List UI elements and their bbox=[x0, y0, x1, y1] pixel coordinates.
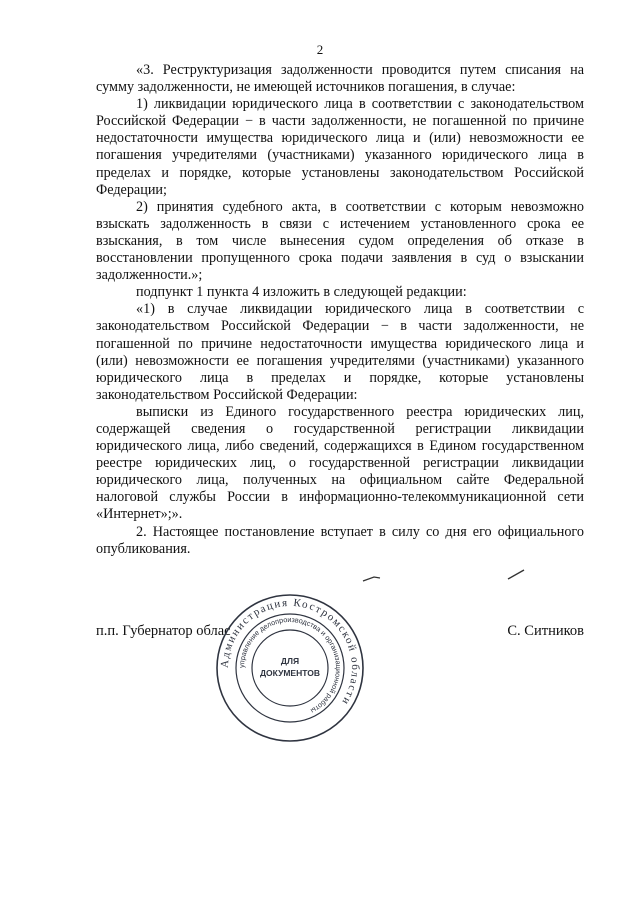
official-stamp bbox=[214, 592, 366, 744]
paragraph-court-act: 2) принятия судебного акта, в соответствии с которым невозможно взыскать задолженность в связи с истечением установленного срока ее взыскания, в том числе вынесения судом определения об отказе в восстановлении пропущенного срока подачи заявления в суд о взыскании задолженности.»; bbox=[96, 198, 584, 284]
pen-mark bbox=[504, 566, 530, 582]
paragraph-register-extract: выписки из Единого государственного реестра юридических лиц, содержащей сведения о государственной регистрации ликвидации юридического лица, либо сведений, содержащихся в Едином государственном реестре юридических лиц, о государственной регистрации ликвидации юридического лица, полученных на официальном сайте Федеральной налоговой службы России в информационно-телекоммуникационной сети «Интернет»;». bbox=[96, 403, 584, 523]
paragraph-subitem-intro: подпункт 1 пункта 4 изложить в следующей редакции: bbox=[136, 284, 467, 301]
stamp-center-line2: ДОКУМЕНТОВ bbox=[260, 668, 320, 678]
paragraph-effective-date: 2. Настоящее постановление вступает в силу со дня его официального опубликования. bbox=[96, 523, 584, 557]
paragraph-new-subitem: «1) в случае ликвидации юридического лица в соответствии с законодательством Российской Федерации − в части задолженности, не погашенной по причине недостаточности имущества юридического лица и (или) невозможности ее погашения учредителями (участниками) указанного юридического лица в пределах и порядке, которые установлены законодательством Российской Федерации: bbox=[96, 301, 584, 403]
signatory-title: п.п. Губернатор облас bbox=[96, 623, 231, 639]
pen-mark bbox=[360, 572, 384, 584]
paragraph-restructuring: «3. Реструктуризация задолженности проводится путем списания на сумму задолженности, не имеющей источников погашения, в случае: bbox=[96, 62, 584, 96]
paragraph-liquidation: 1) ликвидации юридического лица в соответствии с законодательством Российской Федерации − в части задолженности, не погашенной по причине недостаточности имущества юридического лица и (или) невозможности ее погашения учредителями (участниками) указанного юридического лица в пределах и порядке, которые установлены законодательством Российской Федерации; bbox=[96, 96, 584, 198]
document-body bbox=[96, 62, 584, 558]
stamp-outer-text: Администрация Костромской области bbox=[218, 596, 362, 708]
signatory-name: С. Ситников bbox=[507, 623, 584, 639]
stamp-center-line1: ДЛЯ bbox=[280, 656, 300, 666]
page-number: 2 bbox=[316, 42, 324, 57]
stamp-inner-text: управление делопроизводства и организационной работы bbox=[236, 614, 344, 716]
